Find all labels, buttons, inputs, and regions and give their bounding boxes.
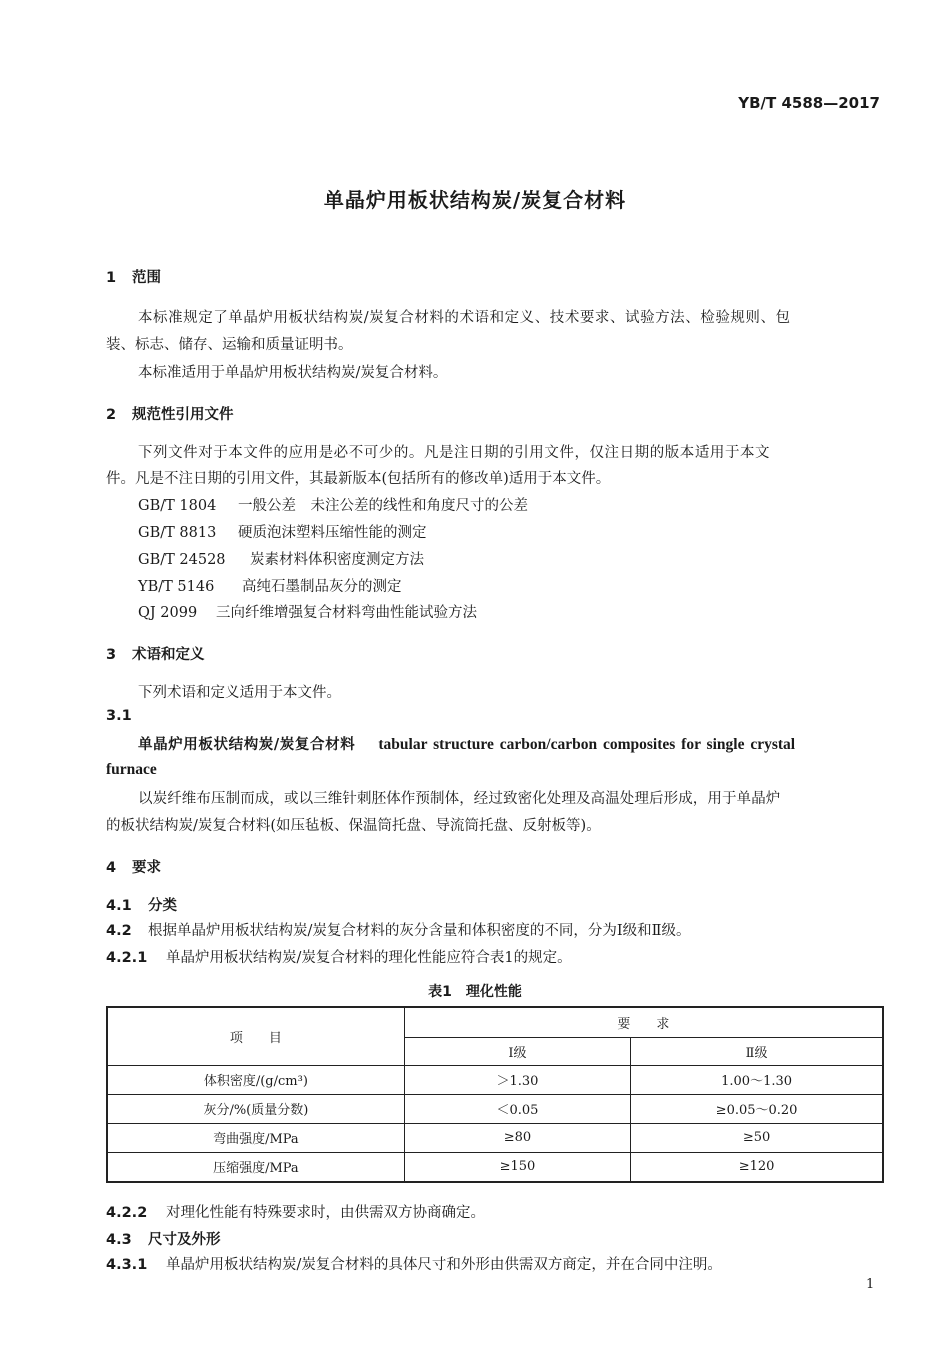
clause-number: 4.2 [106,923,132,939]
section-2-heading [106,403,234,424]
reference-item [138,575,402,596]
definition: 的板状结构炭/炭复合材料(如压毡板、保温筒托盘、导流筒托盘、反射板等)。 [106,818,601,834]
table-caption: 表1 理化性能 [428,984,522,1000]
paragraph: 下列术语和定义适用于本文件。 [138,685,341,701]
section-1-heading [106,266,161,287]
section-title: 范围 [132,270,161,286]
subsection-number: 4.1 [106,898,132,914]
reference-code: GB/T 24528 [138,552,226,568]
table-cell-grade-1: ≥80 [404,1123,630,1152]
term-english: tabular structure carbon/carbon composites for single crystal [378,736,796,753]
subsection-title: 尺寸及外形 [148,1232,221,1248]
reference-item [138,494,528,515]
table-row [107,1123,883,1152]
paragraph: 本标准规定了单晶炉用板状结构炭/炭复合材料的术语和定义、技术要求、试验方法、检验规则、包 [138,310,791,326]
properties-table [106,1006,884,1183]
clause-number: 4.2.1 [106,950,148,966]
reference-title: 一般公差 未注公差的线性和角度尺寸的公差 [238,498,528,514]
clause-text: 根据单晶炉用板状结构炭/炭复合材料的灰分含量和体积密度的不同，分为Ⅰ级和Ⅱ级。 [148,923,691,939]
reference-code: GB/T 1804 [138,498,217,514]
reference-code: YB/T 5146 [138,579,215,595]
table-header-grade-1: Ⅰ级 [404,1037,630,1065]
page-number: 1 [866,1277,875,1292]
section-number: 3 [106,647,117,663]
section-title: 要求 [132,860,161,876]
table-cell-item: 压缩强度/MPa [107,1152,404,1182]
table-cell-item: 体积密度/(g/cm³) [107,1065,404,1094]
subsection-4-3-heading [106,1228,221,1249]
clause-4-2 [106,919,690,940]
subsection-number: 4.3 [106,1232,132,1248]
term-entry [138,733,795,754]
subsection-4-1-heading [106,894,177,915]
table-row [107,1065,883,1094]
clause-number: 4.3.1 [106,1257,148,1273]
term-english-continued: furnace [106,761,157,778]
definition: 以炭纤维布压制而成，或以三维针刺胚体作预制体，经过致密化处理及高温处理后形成，用于单晶炉 [138,791,781,807]
section-3-heading [106,643,205,664]
reference-title: 硬质泡沫塑料压缩性能的测定 [238,525,427,541]
document-title: 单晶炉用板状结构炭/炭复合材料 [323,188,627,212]
paragraph: 下列文件对于本文件的应用是必不可少的。凡是注日期的引用文件，仅注日期的版本适用于本文 [138,445,771,461]
table-cell-grade-1: ≥150 [404,1152,630,1182]
table-cell-item: 灰分/%(质量分数) [107,1094,404,1123]
paragraph: 装、标志、储存、运输和质量证明书。 [106,337,353,353]
section-number: 4 [106,860,117,876]
subsection-number: 3.1 [106,708,132,724]
section-number: 2 [106,407,117,423]
table-cell-grade-2: ≥120 [631,1152,883,1182]
section-number: 1 [106,270,117,286]
table-cell-item: 弯曲强度/MPa [107,1123,404,1152]
subsection-title: 分类 [148,898,177,914]
table-cell-grade-2: ≥0.05～0.20 [631,1094,883,1123]
clause-4-3-1 [106,1253,722,1274]
table-header-requirement: 要 求 [404,1007,883,1037]
reference-title: 三向纤维增强复合材料弯曲性能试验方法 [216,605,477,621]
table-cell-grade-1: ＜0.05 [404,1094,630,1123]
table-cell-grade-1: ＞1.30 [404,1065,630,1094]
clause-text: 单晶炉用板状结构炭/炭复合材料的理化性能应符合表1的规定。 [166,950,572,966]
table-row [107,1094,883,1123]
section-title: 术语和定义 [132,647,205,663]
reference-title: 高纯石墨制品灰分的测定 [242,579,402,595]
table-header-item: 项 目 [107,1007,404,1065]
section-title: 规范性引用文件 [132,407,234,423]
paragraph: 件。凡是不注日期的引用文件，其最新版本(包括所有的修改单)适用于本文件。 [106,471,611,487]
clause-4-2-2 [106,1201,485,1222]
reference-code: QJ 2099 [138,605,198,621]
clause-text: 单晶炉用板状结构炭/炭复合材料的具体尺寸和外形由供需双方商定，并在合同中注明。 [166,1257,722,1273]
reference-item [138,601,477,622]
section-4-heading [106,856,161,877]
standard-code: YB/T 4588—2017 [738,94,880,112]
reference-item [138,521,427,542]
reference-code: GB/T 8813 [138,525,217,541]
table-cell-grade-2: ≥50 [631,1123,883,1152]
table-row [107,1152,883,1182]
reference-item [138,548,424,569]
clause-text: 对理化性能有特殊要求时，由供需双方协商确定。 [166,1205,485,1221]
clause-4-2-1 [106,946,572,967]
table-header-grade-2: Ⅱ级 [631,1037,883,1065]
paragraph: 本标准适用于单晶炉用板状结构炭/炭复合材料。 [138,365,448,381]
term-chinese: 单晶炉用板状结构炭/炭复合材料 [138,736,356,753]
clause-number: 4.2.2 [106,1205,148,1221]
reference-title: 炭素材料体积密度测定方法 [250,552,424,568]
table-cell-grade-2: 1.00～1.30 [631,1065,883,1094]
